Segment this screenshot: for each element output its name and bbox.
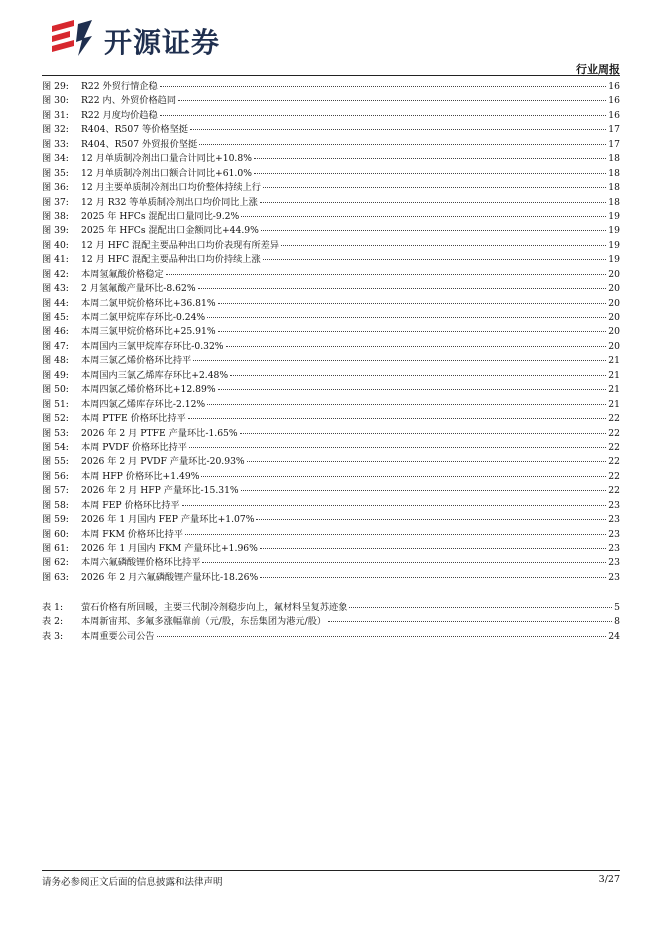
figure-label: 图 33: xyxy=(42,138,69,150)
figure-page-number: 22 xyxy=(608,456,620,468)
dot-leader xyxy=(240,433,607,434)
brand-name: 开源证券 xyxy=(104,26,221,59)
dot-leader xyxy=(218,303,607,304)
figure-title: 2026 年 2 月 HFP 产量环比-15.31% xyxy=(81,485,239,497)
figure-entry[interactable] xyxy=(42,556,620,570)
figure-title: 本周 PTFE 价格环比持平 xyxy=(81,413,186,425)
dot-leader xyxy=(263,259,607,260)
figure-page-number: 21 xyxy=(608,384,620,396)
figure-title: 本周二氯甲烷价格环比+36.81% xyxy=(81,297,216,309)
figure-entry[interactable] xyxy=(42,138,620,152)
figure-page-number: 17 xyxy=(608,124,620,136)
figure-page-number: 18 xyxy=(608,167,620,179)
figure-label: 图 44: xyxy=(42,297,69,309)
figure-page-number: 18 xyxy=(608,196,620,208)
figure-title: R22 月度均价趋稳 xyxy=(81,109,158,121)
dot-leader xyxy=(185,534,606,535)
figure-entry[interactable] xyxy=(42,340,620,354)
report-type-label: 行业周报 xyxy=(576,63,620,76)
footer-disclaimer: 请务必参阅正文后面的信息披露和法律声明 xyxy=(42,877,223,888)
figure-list xyxy=(42,80,620,585)
figure-title: 本周三氯乙烯价格环比持平 xyxy=(81,355,192,367)
table-entry[interactable] xyxy=(42,615,620,629)
dot-leader xyxy=(201,476,606,477)
dot-leader xyxy=(281,245,606,246)
figure-label: 图 39: xyxy=(42,225,69,237)
dot-leader xyxy=(188,418,607,419)
figure-entry[interactable] xyxy=(42,268,620,282)
dot-leader xyxy=(218,389,607,390)
figure-label: 图 43: xyxy=(42,283,69,295)
figure-page-number: 22 xyxy=(608,427,620,439)
figure-label: 图 63: xyxy=(42,571,69,583)
table-label: 表 2: xyxy=(42,616,64,628)
figure-entry[interactable] xyxy=(42,499,620,513)
figure-entry[interactable] xyxy=(42,253,620,267)
dot-leader xyxy=(190,129,606,130)
figure-label: 图 42: xyxy=(42,268,69,280)
figure-entry[interactable] xyxy=(42,181,620,195)
dot-leader xyxy=(260,577,606,578)
figure-title: 12 月 HFC 混配主要品种出口均价持续上涨 xyxy=(81,254,261,266)
dot-leader xyxy=(198,288,607,289)
dot-leader xyxy=(178,100,606,101)
figure-entry[interactable] xyxy=(42,412,620,426)
figure-title: 本周四氯乙烯价格环比+12.89% xyxy=(81,384,216,396)
figure-page-number: 20 xyxy=(608,340,620,352)
figure-title: 12 月单质制冷剂出口量合计同比+10.8% xyxy=(81,153,252,165)
figure-page-number: 21 xyxy=(608,369,620,381)
figure-label: 图 34: xyxy=(42,153,69,165)
figure-title: R22 外贸行情企稳 xyxy=(81,81,158,92)
figure-title: 2 月氢氟酸产量环比-8.62% xyxy=(81,283,196,295)
figure-title: 本周 HFP 价格环比+1.49% xyxy=(81,470,200,482)
figure-title: R22 内、外贸价格趋同 xyxy=(81,95,177,107)
figure-page-number: 23 xyxy=(608,543,620,554)
figure-entry[interactable] xyxy=(42,455,620,469)
figure-entry[interactable] xyxy=(42,94,620,108)
figure-page-number: 23 xyxy=(608,514,620,526)
dot-leader xyxy=(207,404,606,405)
dot-leader xyxy=(199,144,606,145)
figure-page-number: 19 xyxy=(608,210,620,222)
figure-page-number: 18 xyxy=(608,182,620,194)
table-page-number: 5 xyxy=(614,602,620,613)
figure-label: 图 47: xyxy=(42,340,69,352)
figure-page-number: 19 xyxy=(608,239,620,251)
figure-label: 图 41: xyxy=(42,254,69,266)
dot-leader xyxy=(241,490,607,491)
figure-entry[interactable] xyxy=(42,123,620,137)
figure-entry[interactable] xyxy=(42,224,620,238)
figure-title: 本周六氟磷酸锂价格环比持平 xyxy=(81,557,201,569)
dot-leader xyxy=(189,447,606,448)
dot-leader xyxy=(263,187,606,188)
figure-label: 图 53: xyxy=(42,427,69,439)
figure-entry[interactable] xyxy=(42,542,620,556)
figure-entry[interactable] xyxy=(42,311,620,325)
figure-title: 本周国内三氯乙烯库存环比+2.48% xyxy=(81,369,229,381)
figure-page-number: 20 xyxy=(608,297,620,309)
figure-page-number: 23 xyxy=(608,557,620,569)
figure-page-number: 22 xyxy=(608,485,620,497)
figure-title: 2026 年 2 月 PVDF 产量环比-20.93% xyxy=(81,456,245,468)
figure-label: 图 32: xyxy=(42,124,69,136)
table-list xyxy=(42,601,620,644)
figure-page-number: 18 xyxy=(608,153,620,165)
figure-title: 12 月单质制冷剂出口额合计同比+61.0% xyxy=(81,167,252,179)
figure-entry[interactable] xyxy=(42,109,620,123)
figure-label: 图 57: xyxy=(42,485,69,497)
figure-title: 12 月主要单质制冷剂出口均价整体持续上行 xyxy=(81,182,261,194)
dot-leader xyxy=(193,360,606,361)
figure-page-number: 16 xyxy=(608,95,620,107)
dot-leader xyxy=(157,636,607,637)
figure-page-number: 16 xyxy=(608,81,620,92)
dot-leader xyxy=(160,86,607,87)
dot-leader xyxy=(207,317,606,318)
table-page-number: 24 xyxy=(608,630,620,642)
figure-page-number: 22 xyxy=(608,413,620,425)
dot-leader xyxy=(254,173,606,174)
figure-page-number: 20 xyxy=(608,268,620,280)
figure-page-number: 23 xyxy=(608,571,620,583)
figure-label: 图 54: xyxy=(42,441,69,453)
page-number: 3/27 xyxy=(598,874,620,885)
figure-title: 2026 年 1 月国内 FEP 产量环比+1.07% xyxy=(81,514,255,526)
figure-label: 图 37: xyxy=(42,196,69,208)
figure-title: R404、R507 等价格坚挺 xyxy=(81,124,188,136)
figure-page-number: 22 xyxy=(608,470,620,482)
figure-entry[interactable] xyxy=(42,239,620,253)
header-divider xyxy=(42,75,620,76)
table-page-number: 8 xyxy=(614,616,620,628)
table-title: 本周重要公司公告 xyxy=(81,630,155,642)
figure-page-number: 20 xyxy=(608,283,620,295)
figure-title: 本周国内三氯甲烷库存环比-0.32% xyxy=(81,340,224,352)
figure-label: 图 61: xyxy=(42,543,69,554)
dot-leader xyxy=(247,461,607,462)
figure-title: 本周四氯乙烯库存环比-2.12% xyxy=(81,398,206,410)
figure-label: 图 58: xyxy=(42,499,69,511)
figure-label: 图 46: xyxy=(42,326,69,338)
figure-label: 图 49: xyxy=(42,369,69,381)
figure-page-number: 17 xyxy=(608,138,620,150)
figure-label: 图 59: xyxy=(42,514,69,526)
dot-leader xyxy=(328,621,612,622)
figure-label: 图 45: xyxy=(42,312,69,323)
figure-entry[interactable] xyxy=(42,513,620,527)
figure-entry[interactable] xyxy=(42,282,620,296)
figure-page-number: 16 xyxy=(608,109,620,121)
figure-page-number: 21 xyxy=(608,355,620,367)
figure-entry[interactable] xyxy=(42,383,620,397)
figure-title: 12 月 R32 等单质制冷剂出口均价同比上涨 xyxy=(81,196,258,208)
figure-title: 2026 年 2 月 PTFE 产量环比-1.65% xyxy=(81,427,238,439)
figure-entry[interactable] xyxy=(42,470,620,484)
figure-entry[interactable] xyxy=(42,484,620,498)
dot-leader xyxy=(218,331,607,332)
dot-leader xyxy=(226,346,607,347)
figure-label: 图 36: xyxy=(42,182,69,194)
figure-title: 本周三氯甲烷价格环比+25.91% xyxy=(81,326,216,338)
figure-title: 本周 FKM 价格环比持平 xyxy=(81,528,183,540)
figure-title: 2026 年 2 月六氟磷酸锂产量环比-18.26% xyxy=(81,571,259,583)
figure-label: 图 55: xyxy=(42,456,69,468)
figure-entry[interactable] xyxy=(42,369,620,383)
dot-leader xyxy=(256,519,606,520)
dot-leader xyxy=(182,505,607,506)
figure-page-number: 19 xyxy=(608,254,620,266)
table-entry[interactable] xyxy=(42,630,620,644)
figure-label: 图 52: xyxy=(42,413,69,425)
table-label: 表 1: xyxy=(42,602,64,613)
figure-title: 12 月 HFC 混配主要品种出口均价表现有所差异 xyxy=(81,239,280,251)
figure-label: 图 40: xyxy=(42,239,69,251)
figure-entry[interactable] xyxy=(42,167,620,181)
figure-page-number: 23 xyxy=(608,499,620,511)
figure-label: 图 35: xyxy=(42,167,69,179)
table-entry[interactable] xyxy=(42,601,620,615)
table-title: 萤石价格有所回暖，主要三代制冷剂稳步向上，氟材料呈复苏迹象 xyxy=(81,602,348,613)
company-logo xyxy=(48,18,268,58)
dot-leader xyxy=(260,548,606,549)
figure-entry[interactable] xyxy=(42,427,620,441)
figure-entry[interactable] xyxy=(42,325,620,339)
dot-leader xyxy=(230,375,606,376)
figure-entry[interactable] xyxy=(42,210,620,224)
figure-title: 本周 PVDF 价格环比持平 xyxy=(81,441,187,453)
figure-entry[interactable] xyxy=(42,528,620,542)
figure-label: 图 51: xyxy=(42,398,69,410)
figure-title: 本周二氯甲烷库存环比-0.24% xyxy=(81,312,206,323)
figure-title: R404、R507 外贸报价坚挺 xyxy=(81,138,198,150)
figure-label: 图 56: xyxy=(42,470,69,482)
dot-leader xyxy=(241,216,606,217)
figure-entry[interactable] xyxy=(42,571,620,585)
figure-title: 本周 FEP 价格环比持平 xyxy=(81,499,180,511)
dot-leader xyxy=(261,230,606,231)
dot-leader xyxy=(166,274,607,275)
figure-label: 图 48: xyxy=(42,355,69,367)
figure-title: 2025 年 HFCs 混配出口金额同比+44.9% xyxy=(81,225,259,237)
dot-leader xyxy=(202,562,606,563)
figure-label: 图 38: xyxy=(42,210,69,222)
figure-entry[interactable] xyxy=(42,441,620,455)
figure-entry[interactable] xyxy=(42,398,620,412)
footer-divider xyxy=(42,870,620,871)
figure-entry[interactable] xyxy=(42,152,620,166)
figure-label: 图 29: xyxy=(42,81,69,92)
figure-page-number: 22 xyxy=(608,441,620,453)
figure-entry[interactable] xyxy=(42,196,620,210)
figure-title: 本周氢氟酸价格稳定 xyxy=(81,268,164,280)
figure-title: 2026 年 1 月国内 FKM 产量环比+1.96% xyxy=(81,543,258,554)
figure-label: 图 62: xyxy=(42,557,69,569)
figure-label: 图 50: xyxy=(42,384,69,396)
figure-page-number: 20 xyxy=(608,326,620,338)
dot-leader xyxy=(349,607,612,608)
figure-title: 2025 年 HFCs 混配出口量同比-9.2% xyxy=(81,210,240,222)
table-title: 本周新宙邦、多氟多涨幅靠前（元/股，东岳集团为港元/股） xyxy=(81,616,327,628)
figure-entry[interactable] xyxy=(42,80,620,94)
figure-page-number: 20 xyxy=(608,312,620,323)
dot-leader xyxy=(254,158,606,159)
dot-leader xyxy=(260,202,606,203)
figure-entry[interactable] xyxy=(42,354,620,368)
figure-entry[interactable] xyxy=(42,297,620,311)
kaiyuan-logo-icon xyxy=(48,18,96,58)
figure-page-number: 19 xyxy=(608,225,620,237)
figure-label: 图 30: xyxy=(42,95,69,107)
dot-leader xyxy=(160,115,607,116)
figure-label: 图 31: xyxy=(42,109,69,121)
table-label: 表 3: xyxy=(42,630,64,642)
figure-page-number: 23 xyxy=(608,528,620,540)
figure-label: 图 60: xyxy=(42,528,69,540)
figure-page-number: 21 xyxy=(608,398,620,410)
